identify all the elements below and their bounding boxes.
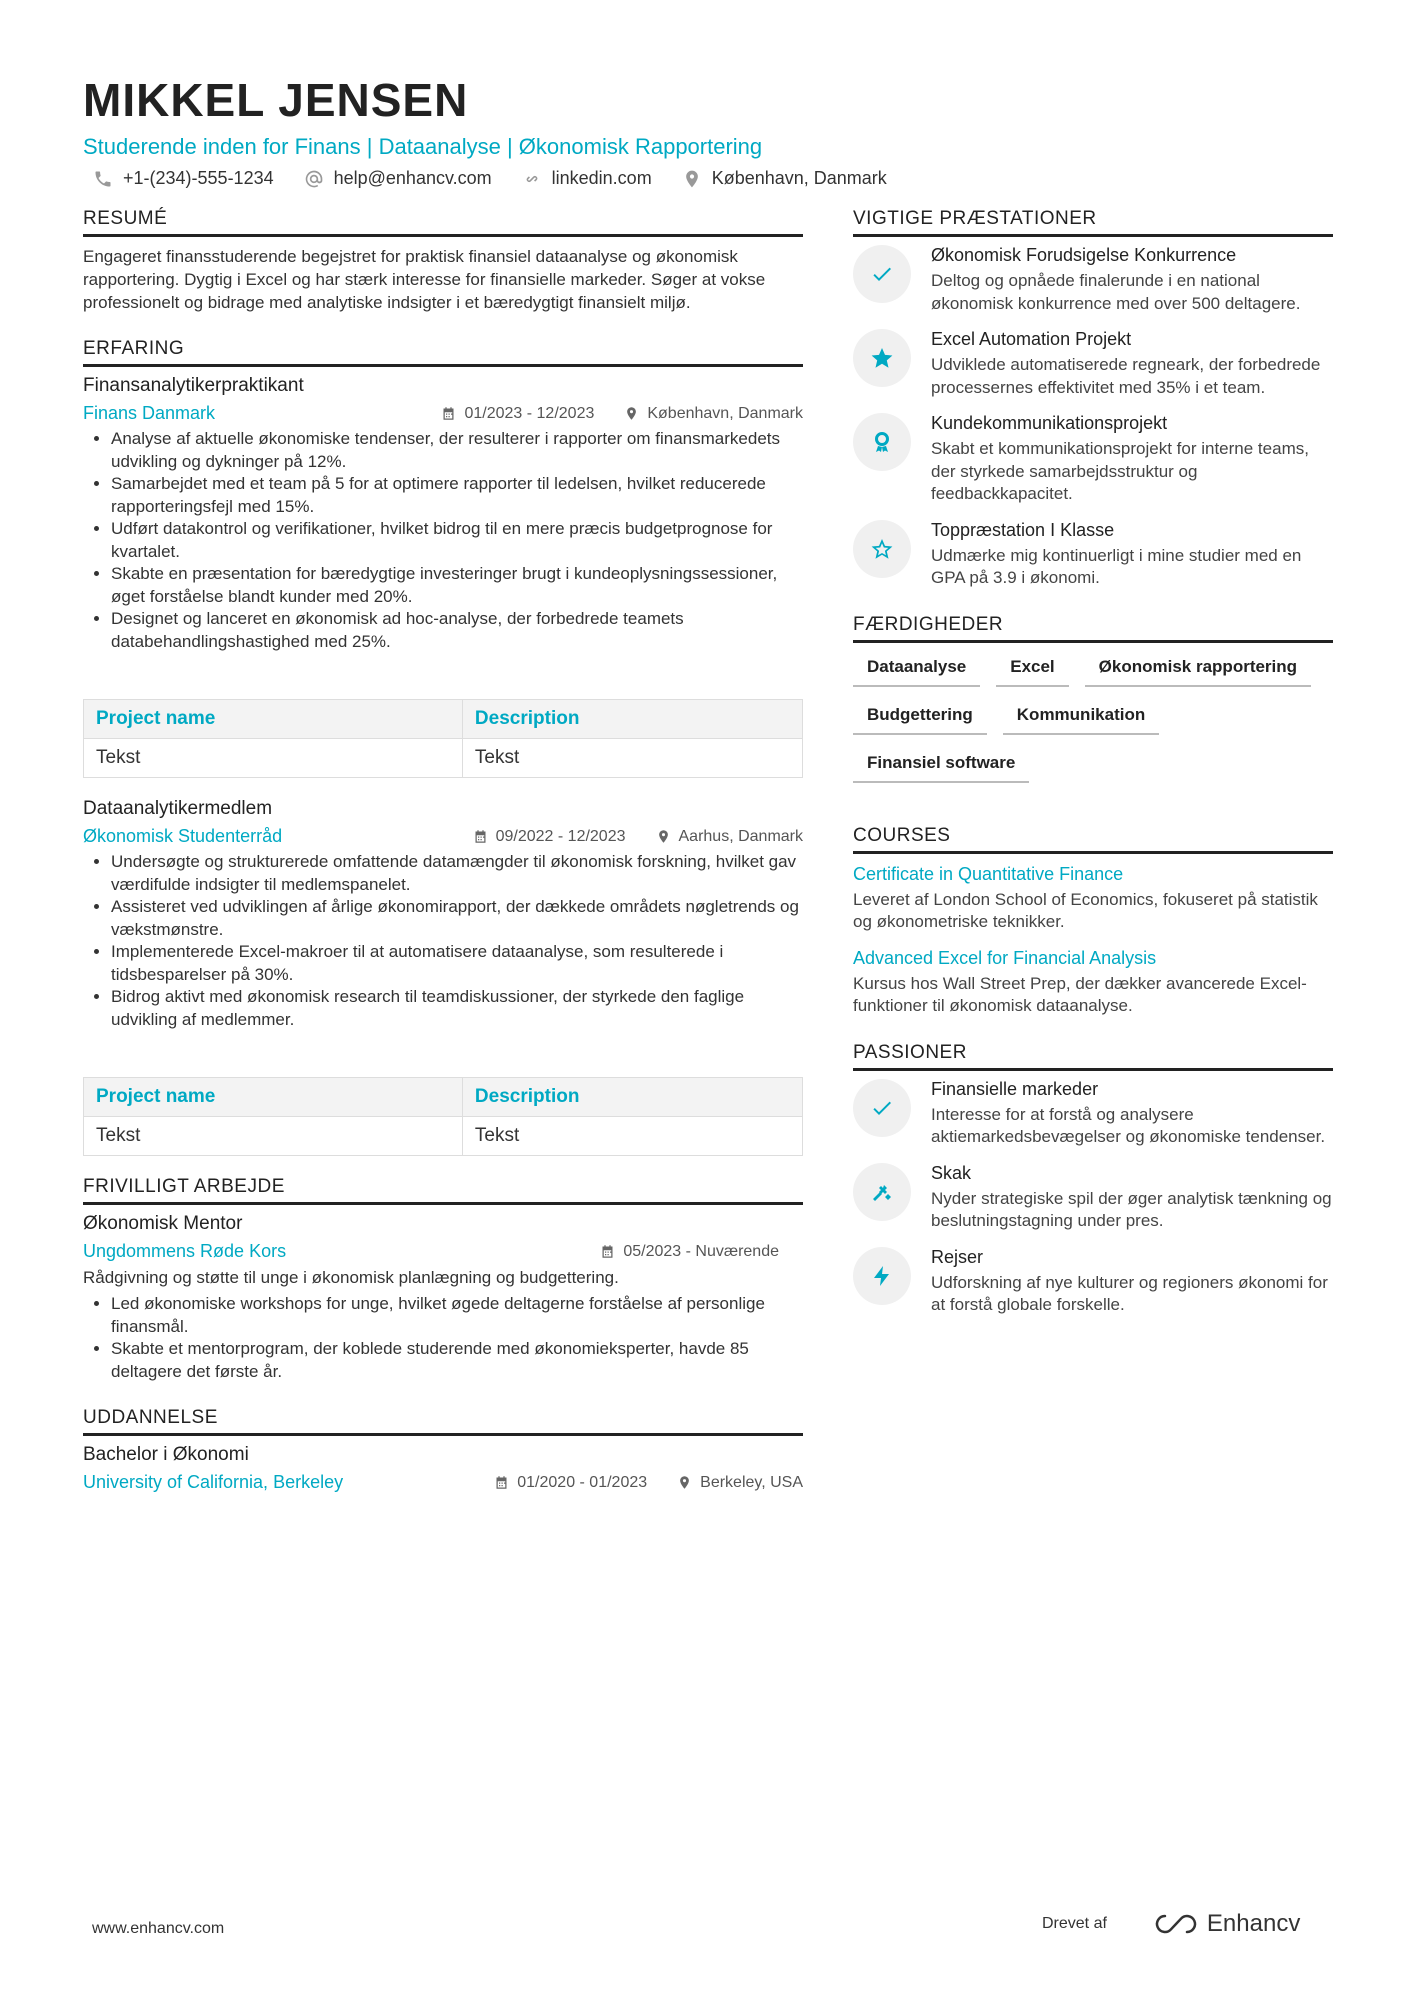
course-desc: Leveret af London School of Economics, fokuseret på statistik og økonometriske teknikker. [853, 889, 1318, 931]
achievement-title: Toppræstation I Klasse [931, 519, 1115, 540]
brand-logo[interactable] [1153, 1910, 1300, 1938]
enhancv-logo-icon [1153, 1912, 1199, 1936]
linkedin-text: linkedin.com [551, 168, 652, 188]
course-title: Certificate in Quantitative Finance [853, 863, 1124, 884]
achievement-title: Økonomisk Forudsigelse Konkurrence [931, 245, 1237, 265]
resume-section [83, 208, 803, 314]
contact-email[interactable] [304, 168, 492, 189]
achievement-desc: Udmærke mig kontinuerligt i mine studier med en GPA på 3.9 i økonomi. [931, 545, 1302, 587]
star-outline-icon [870, 537, 894, 561]
passion-item [853, 1079, 1333, 1149]
experience-section [83, 338, 803, 1156]
contact-location [682, 168, 887, 189]
calendar-icon [473, 829, 488, 844]
contact-row [83, 168, 1333, 189]
job-meta [83, 403, 803, 424]
achievement-item [853, 329, 1333, 399]
calendar-icon [441, 406, 456, 421]
table-cell: Tekst [84, 739, 463, 778]
passion-item [853, 1163, 1333, 1233]
volunteer-bullets [83, 1293, 803, 1383]
passion-desc: Interesse for at forstå og analysere aktiemarkedsbevægelser og økonomiske tendenser. [931, 1104, 1326, 1146]
list-item: • Skabte en præsentation for bæredygtige investeringer brugt i kundeoplysningssessioner, øget forståelse blandt kunder med 20%. [111, 563, 803, 608]
skills-list [853, 657, 1333, 783]
strategy-icon [870, 1180, 894, 1204]
tagline: Studerende inden for Finans | Dataanalyse | Økonomisk Rapportering [83, 134, 763, 159]
job-dates: 09/2022 - 12/2023 [473, 828, 626, 846]
check-icon [870, 1096, 894, 1120]
footer-website[interactable]: www.enhancv.com [92, 1920, 225, 1937]
table-header-project: Project name [84, 1078, 463, 1117]
location-text: København, Danmark [711, 168, 887, 188]
footer-brand [1042, 1910, 1300, 1938]
volunteer-meta [83, 1241, 803, 1262]
summary-text: Engageret finansstuderende begejstret for praktisk finansiel dataanalyse og økonomisk rapportering. Dygtig i Excel og har stærk interesse for finansielle markeder. Søger at vokse professionelt og bidrage med analytiske indsigter i et bæredygtigt finansielt miljø. [83, 247, 766, 312]
section-title-passions: PASSIONER [853, 1042, 1333, 1071]
table-row [84, 1117, 803, 1156]
table-cell: Tekst [462, 739, 802, 778]
education-meta [83, 1472, 803, 1493]
skill-tag: Excel [996, 657, 1068, 687]
job-title: Finansanalytikerpraktikant [83, 375, 304, 396]
project-table [83, 699, 803, 778]
volunteer-section [83, 1176, 803, 1383]
brand-name: Enhancv [1206, 1910, 1301, 1937]
link-icon [522, 169, 542, 189]
check-icon [870, 262, 894, 286]
achievement-item [853, 245, 1333, 315]
section-title-achievements: VIGTIGE PRÆSTATIONER [853, 208, 1333, 237]
right-column [853, 208, 1333, 1341]
job-entry [83, 375, 803, 778]
contact-phone [93, 168, 274, 189]
passion-desc: Udforskning af nye kulturer og regioners økonomi for at forstå globale forskelle. [931, 1272, 1328, 1314]
job-bullets [83, 428, 803, 653]
passion-title: Rejser [931, 1246, 984, 1267]
location-pin-icon [677, 1475, 692, 1490]
job-entry [83, 798, 803, 1156]
candidate-name: MIKKEL JENSEN [83, 74, 469, 126]
skill-tag: Økonomisk rapportering [1085, 657, 1311, 687]
table-cell: Tekst [84, 1117, 463, 1156]
header [83, 72, 1333, 189]
table-cell: Tekst [462, 1117, 802, 1156]
skill-tag: Finansiel software [853, 753, 1029, 783]
passion-item [853, 1247, 1333, 1317]
star-icon [870, 346, 894, 370]
project-table [83, 1077, 803, 1156]
table-header-project: Project name [84, 700, 463, 739]
volunteer-role: Økonomisk Mentor [83, 1213, 243, 1234]
list-item: • Udført datakontrol og verifikationer, hvilket bidrog til en mere præcis budgetprognose for kvartalet. [111, 518, 803, 563]
list-item: • Designet og lanceret en økonomisk ad hoc-analyse, der forbedrede teamets databehandlingshastighed med 25%. [111, 608, 803, 653]
achievement-title: Excel Automation Projekt [931, 329, 1132, 349]
skill-tag: Kommunikation [1003, 705, 1159, 735]
email-text: help@enhancv.com [333, 168, 492, 188]
list-item: • Bidrog aktivt med økonomisk research til teamdiskussioner, der styrkede den faglige udvikling af medlemmer. [111, 986, 803, 1031]
education-location: Berkeley, USA [677, 1474, 803, 1492]
list-item: • Analyse af aktuelle økonomiske tendenser, der resulterer i rapporter om finansmarkedets udvikling og dykninger på 12%. [111, 428, 803, 473]
contact-linkedin[interactable] [522, 168, 652, 189]
skill-tag: Dataanalyse [853, 657, 980, 687]
passion-title: Skak [931, 1162, 972, 1183]
list-item: • Samarbejdet med et team på 5 for at optimere rapporter til ledelsen, hvilket reducerede rapporteringsfejl med 15%. [111, 473, 803, 518]
courses-section [853, 825, 1333, 1018]
achievement-item [853, 520, 1333, 590]
volunteer-org: Ungdommens Røde Kors [83, 1241, 287, 1261]
company-name: Finans Danmark [83, 403, 216, 423]
volunteer-intro: Rådgivning og støtte til unge i økonomisk planlægning og budgettering. [83, 1268, 619, 1287]
section-title-courses: COURSES [853, 825, 1333, 854]
education-dates: 01/2020 - 01/2023 [494, 1474, 647, 1492]
achievement-title: Kundekommunikationsprojekt [931, 413, 1168, 433]
list-item: • Skabte et mentorprogram, der koblede studerende med økonomieksperter, havde 85 deltagere det første år. [111, 1338, 803, 1383]
list-item: • Led økonomiske workshops for unge, hvilket øgede deltagerne forståelse af personlige finansmål. [111, 1293, 803, 1338]
degree: Bachelor i Økonomi [83, 1444, 249, 1465]
section-title-skills: FÆRDIGHEDER [853, 614, 1333, 643]
location-pin-icon [624, 406, 639, 421]
achievement-desc: Skabt et kommunikationsprojekt for interne teams, der styrkede samarbejdsstruktur og feedbackkapacitet. [931, 439, 1309, 503]
achievement-desc: Deltog og opnåede finalerunde i en national økonomisk konkurrence med over 500 deltagere. [931, 271, 1301, 313]
powered-by-label: Drevet af [1042, 1915, 1107, 1932]
at-icon [304, 169, 324, 189]
calendar-icon [494, 1475, 509, 1490]
job-meta [83, 826, 803, 847]
job-dates: 01/2023 - 12/2023 [441, 405, 594, 423]
job-location: København, Danmark [624, 405, 803, 423]
passion-desc: Nyder strategiske spil der øger analytisk tænkning og beslutningstagning under pres. [931, 1188, 1332, 1230]
achievement-desc: Udviklede automatiserede regneark, der forbedrede processernes effektivitet med 35% i et team. [931, 355, 1321, 397]
section-title-resume: RESUMÉ [83, 208, 803, 237]
achievement-item [853, 413, 1333, 506]
skills-section [853, 614, 1333, 783]
school-name: University of California, Berkeley [83, 1472, 344, 1492]
volunteer-dates: 05/2023 - Nuværende [600, 1243, 779, 1261]
bolt-icon [870, 1264, 894, 1288]
phone-icon [93, 169, 113, 189]
section-title-education: UDDANNELSE [83, 1407, 803, 1436]
calendar-icon [600, 1244, 615, 1259]
list-item: • Implementerede Excel-makroer til at automatisere dataanalyse, som resulterede i tidsbesparelser på 30%. [111, 941, 803, 986]
left-column [83, 208, 803, 1517]
list-item: • Undersøgte og strukturerede omfattende datamængder til økonomisk forskning, hvilket gav værdifulde indsigter til medlemspanelet. [111, 851, 803, 896]
company-name: Økonomisk Studenterråd [83, 826, 283, 846]
course-title: Advanced Excel for Financial Analysis [853, 947, 1157, 968]
phone-text: +1-(234)-555-1234 [123, 168, 274, 188]
table-header-description: Description [462, 1078, 802, 1117]
medal-icon [870, 430, 894, 454]
section-title-experience: ERFARING [83, 338, 803, 367]
skill-tag: Budgettering [853, 705, 987, 735]
education-section [83, 1407, 803, 1493]
job-location: Aarhus, Danmark [656, 828, 804, 846]
list-item: • Assisteret ved udviklingen af årlige økonomirapport, der dækkede områdets nøgletrends og vækstmønstre. [111, 896, 803, 941]
job-title: Dataanalytikermedlem [83, 798, 273, 819]
achievements-section [853, 208, 1333, 590]
table-header-description: Description [462, 700, 802, 739]
passions-section [853, 1042, 1333, 1317]
location-pin-icon [656, 829, 671, 844]
course-desc: Kursus hos Wall Street Prep, der dækker avancerede Excel-funktioner til økonomisk dataanalyse. [853, 973, 1307, 1015]
location-pin-icon [682, 169, 702, 189]
passion-title: Finansielle markeder [931, 1078, 1099, 1099]
section-title-volunteer: FRIVILLIGT ARBEJDE [83, 1176, 803, 1205]
table-row [84, 739, 803, 778]
job-bullets [83, 851, 803, 1031]
